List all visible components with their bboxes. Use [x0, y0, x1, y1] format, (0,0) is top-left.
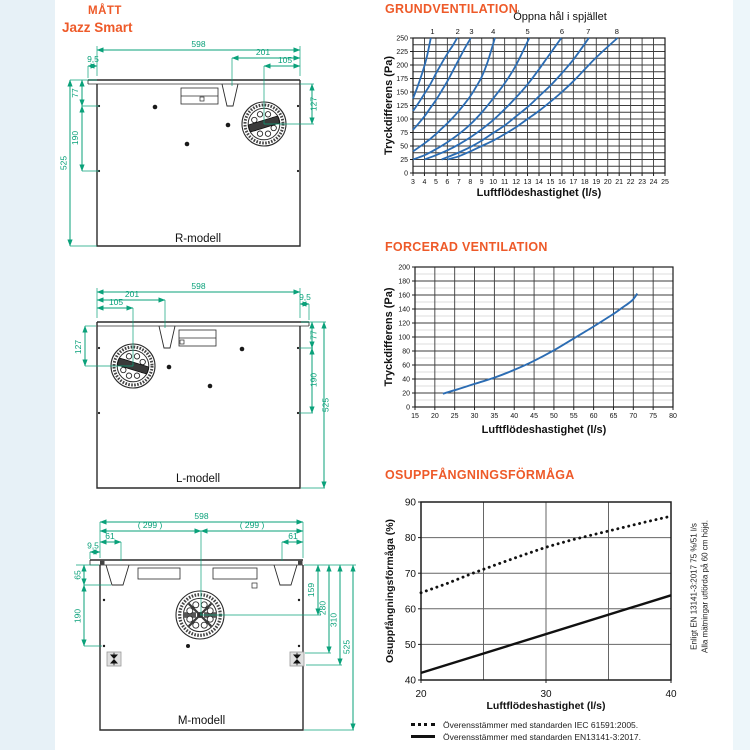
section-title-matt: MÅTT	[88, 5, 122, 17]
y-tick-label: 60	[404, 604, 416, 616]
x-tick-label: 25	[450, 413, 459, 420]
dim-label: 525	[58, 155, 69, 171]
curve-number-label: 4	[491, 27, 496, 36]
curve-number-label: 6	[559, 27, 564, 36]
dim-label: 598	[194, 511, 209, 521]
y-tick-label: 100	[396, 116, 408, 124]
x-tick-label: 80	[669, 413, 677, 420]
m-symbol-left	[107, 652, 121, 666]
chart-subtitle-oppna-hal: Öppna hål i spjället	[513, 11, 607, 23]
legend-row-en	[411, 731, 641, 742]
dim-label: 190	[72, 608, 83, 624]
x-tick-label: 19	[592, 179, 601, 186]
x-tick-label: 18	[580, 179, 589, 186]
y-tick-label: 225	[396, 49, 408, 57]
curve-number-label: 3	[469, 27, 474, 36]
x-tick-label: 35	[490, 413, 499, 420]
y-tick-label: 20	[402, 390, 410, 398]
y-tick-label: 40	[404, 675, 416, 687]
page-margin-right	[733, 0, 750, 750]
x-tick-label: 75	[649, 413, 658, 420]
y-tick-label: 140	[398, 306, 410, 314]
m-body-outline	[90, 560, 303, 730]
x-tick-label: 12	[512, 179, 520, 186]
dim-label: 280	[317, 600, 328, 616]
legend-sample-solid-line	[411, 735, 435, 738]
chart-grundventilation	[383, 0, 693, 212]
dim-label: ( 299 )	[137, 520, 163, 530]
chart-side-note	[690, 492, 711, 682]
dim-label: 77	[308, 330, 319, 340]
x-tick-label: 14	[535, 179, 543, 186]
y-axis-title: Tryckdifferens (Pa)	[383, 287, 395, 387]
x-tick-label: 70	[629, 413, 638, 420]
dim-label: 105	[108, 297, 124, 307]
x-tick-label: 40	[665, 689, 677, 700]
y-tick-label: 160	[398, 292, 410, 300]
y-tick-label: 80	[402, 348, 410, 356]
y-tick-label: 40	[402, 376, 410, 384]
dim-label: 190	[308, 372, 319, 388]
x-tick-label: 16	[558, 179, 566, 186]
dim-label: 201	[255, 47, 271, 57]
dim-label: 127	[73, 339, 83, 355]
y-tick-label: 200	[396, 62, 408, 70]
y-tick-label: 70	[404, 568, 416, 580]
y-tick-label: 180	[398, 278, 410, 286]
x-tick-label: 25	[661, 179, 669, 186]
dim-label: 61	[105, 531, 115, 541]
x-tick-label: 17	[569, 179, 578, 186]
y-tick-label: 250	[396, 35, 408, 43]
chart-title-grundventilation: GRUNDVENTILATION	[385, 2, 519, 16]
x-axis-title: Luftflödeshastighet (l/s)	[481, 424, 607, 436]
model-label-r: R-modell	[174, 233, 222, 245]
y-tick-label: 50	[404, 640, 416, 651]
x-tick-label: 5	[433, 179, 438, 186]
x-axis-title: Luftflödeshastighet (l/s)	[486, 700, 606, 712]
x-tick-label: 7	[456, 179, 461, 186]
m-screw-left	[100, 561, 105, 565]
y-axis-title: Tryckdifferens (Pa)	[383, 55, 395, 156]
x-tick-label: 23	[638, 179, 646, 186]
x-tick-label: 6	[445, 179, 450, 186]
curve-number-label: 8	[614, 27, 619, 36]
dim-label: 159	[306, 582, 316, 598]
x-tick-label: 20	[430, 413, 439, 420]
legend-sample-dotted-line	[411, 723, 435, 726]
dim-label: 598	[191, 39, 206, 49]
curve-number-label: 1	[430, 27, 435, 36]
x-tick-label: 9	[479, 179, 484, 186]
x-tick-label: 3	[411, 179, 415, 186]
x-tick-label: 21	[615, 179, 624, 186]
x-tick-label: 13	[523, 179, 532, 186]
x-tick-label: 20	[415, 689, 427, 700]
m-screw-right	[298, 561, 303, 565]
y-tick-label: 200	[398, 264, 410, 272]
y-tick-label: 125	[396, 103, 408, 111]
x-tick-label: 40	[510, 413, 519, 420]
dim-label: 77	[70, 88, 80, 98]
product-name: Jazz Smart	[62, 20, 133, 35]
x-tick-label: 15	[411, 413, 419, 420]
y-tick-label: 120	[398, 320, 410, 328]
x-tick-label: 8	[468, 179, 473, 186]
curve-number-label: 7	[586, 27, 591, 36]
dim-label: 598	[191, 281, 206, 291]
y-tick-label: 175	[396, 76, 408, 84]
model-label-m: M-modell	[177, 715, 226, 727]
dim-label: 201	[124, 289, 140, 299]
x-tick-label: 4	[422, 179, 427, 186]
chart-title-forcerad-ventilation: FORCERAD VENTILATION	[385, 240, 548, 254]
x-tick-label: 50	[550, 413, 558, 420]
x-tick-label: 65	[609, 413, 618, 420]
dim-label: 65	[72, 570, 83, 580]
y-tick-label: 60	[402, 362, 410, 370]
x-axis-title: Luftflödeshastighet (l/s)	[476, 187, 602, 199]
dim-label: 127	[308, 96, 319, 112]
y-tick-label: 100	[398, 334, 410, 342]
x-tick-label: 60	[589, 413, 598, 420]
x-tick-label: 55	[569, 413, 578, 420]
x-tick-label: 24	[649, 179, 658, 186]
side-note-line2: Alla mätningar utförda på 60 cm höjd.	[700, 520, 709, 653]
side-note-line1: Enligt EN 13141-3:2017 75 %/51 l/s	[689, 523, 699, 650]
dim-label: 105	[277, 55, 293, 65]
chart-osuppfangningsformaga	[383, 488, 728, 716]
y-tick-label: 90	[404, 497, 416, 509]
x-tick-label: 30	[540, 689, 552, 700]
dim-label: 310	[328, 612, 339, 628]
curve-number-label: 5	[525, 27, 530, 36]
legend-row-iec	[411, 719, 641, 730]
y-tick-label: 0	[406, 404, 410, 412]
dim-label: 190	[70, 130, 80, 146]
dim-label: ( 299 )	[239, 520, 265, 530]
dim-label: 9,5	[87, 540, 99, 551]
drawing-m-modell	[60, 512, 365, 750]
l-dimensions	[73, 281, 331, 488]
y-tick-label: 80	[404, 533, 416, 545]
x-tick-label: 20	[603, 179, 612, 186]
x-tick-label: 45	[530, 413, 538, 420]
curve-number-label: 2	[455, 27, 460, 36]
y-tick-label: 0	[404, 170, 408, 178]
x-tick-label: 22	[626, 179, 635, 186]
drawing-l-modell	[60, 280, 350, 498]
y-tick-label: 75	[400, 130, 408, 138]
m-symbol-right	[290, 652, 304, 666]
y-tick-label: 150	[396, 89, 408, 97]
curve-4	[413, 38, 495, 151]
legend-label-iec: Överensstämmer med standarden IEC 61591:2005.	[443, 719, 639, 730]
y-tick-label: 50	[400, 143, 408, 151]
model-label-l: L-modell	[175, 473, 221, 485]
chart-title-osuppfangningsformaga: OSUPPFÅNGNINGSFÖRMÅGA	[385, 468, 575, 482]
y-tick-label: 25	[400, 157, 408, 165]
dim-label: 525	[341, 639, 352, 655]
y-axis-title: Osuppfångningsförmåga (%)	[384, 518, 396, 664]
chart-legend	[411, 719, 641, 743]
page-margin-left	[0, 0, 55, 750]
legend-label-en: Överensstämmer med standarden EN13141-3:2017.	[443, 731, 641, 742]
dim-label: 9,5	[299, 292, 311, 302]
chart-forcerad-ventilation	[383, 255, 693, 445]
x-tick-label: 15	[546, 179, 555, 186]
x-tick-label: 30	[470, 413, 479, 420]
dim-label: 525	[320, 397, 331, 413]
drawing-r-modell	[60, 36, 350, 258]
dim-label: 9,5	[87, 54, 99, 64]
x-tick-label: 11	[500, 179, 509, 186]
dim-label: 61	[288, 531, 298, 541]
x-tick-label: 10	[489, 179, 498, 186]
